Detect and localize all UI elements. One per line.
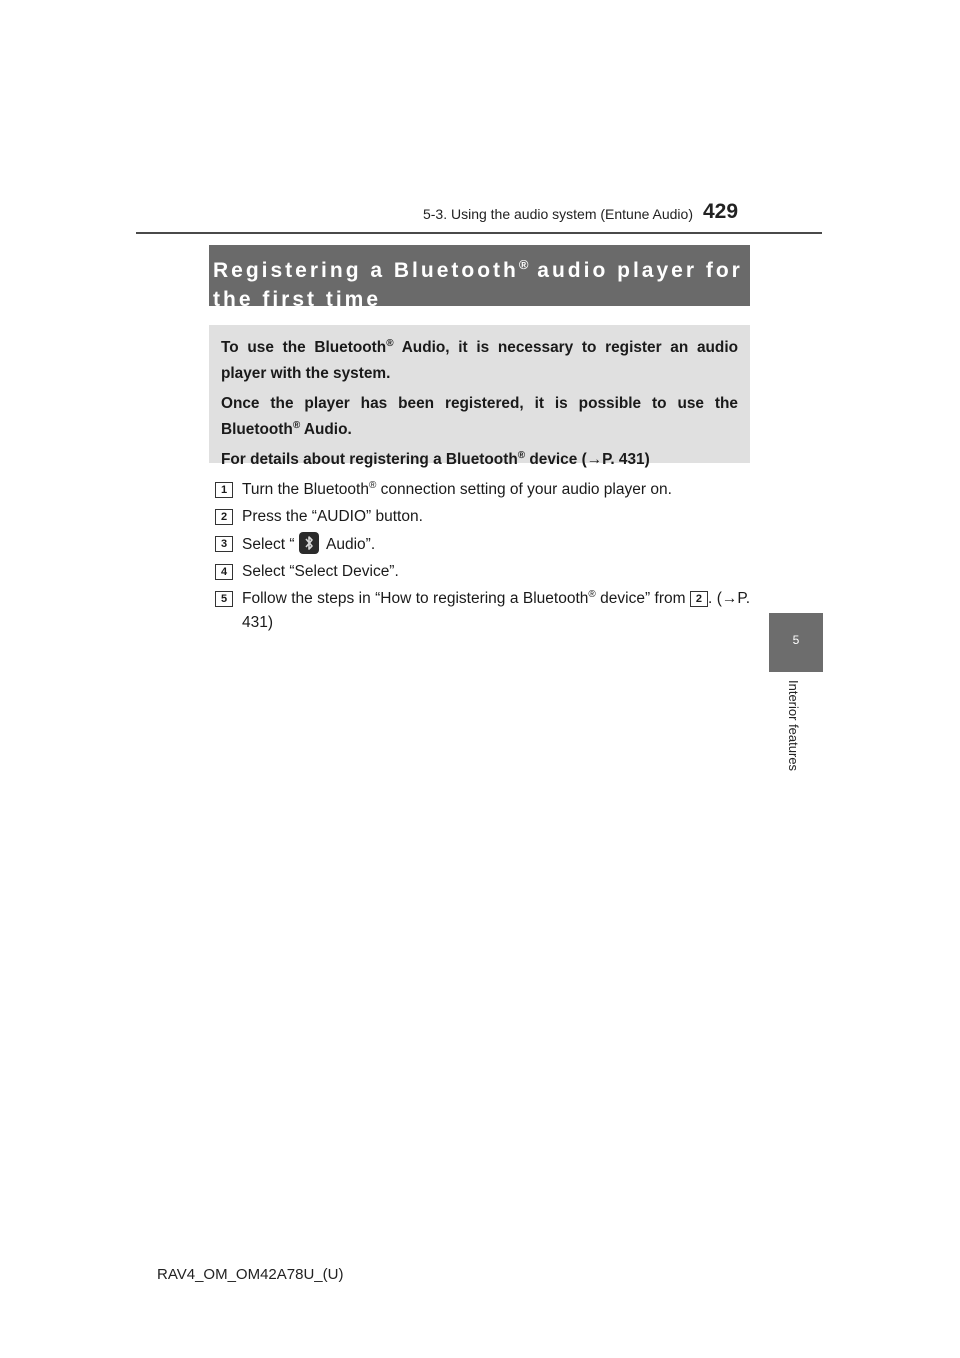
title-part1: Registering a Bluetooth bbox=[213, 259, 519, 282]
page-reference: . (→P. 431) bbox=[242, 590, 751, 631]
info-text: Audio, it is necessary to register an audio player with the system. bbox=[221, 339, 738, 382]
step-text-part: Audio”. bbox=[322, 536, 376, 553]
info-text: Audio. bbox=[300, 421, 352, 438]
document-code: RAV4_OM_OM42A78U_(U) bbox=[157, 1266, 344, 1283]
step-number: 4 bbox=[215, 564, 233, 580]
step-text-part: Turn the Bluetooth bbox=[242, 481, 369, 498]
info-box bbox=[209, 325, 750, 468]
step-5 bbox=[215, 587, 750, 635]
step-number: 3 bbox=[215, 536, 233, 552]
step-number: 5 bbox=[215, 591, 233, 607]
info-paragraph-3 bbox=[221, 447, 738, 473]
step-reference-number: 2 bbox=[690, 591, 708, 607]
title-registered-mark: ® bbox=[518, 257, 529, 272]
chapter-label: Interior features bbox=[786, 680, 801, 772]
info-text: Once the player has been registered, it is possible to use the Bluetooth bbox=[221, 395, 738, 438]
step-text: Press the “AUDIO” button. bbox=[242, 508, 423, 525]
step-4 bbox=[215, 560, 750, 584]
step-text bbox=[242, 478, 750, 502]
chapter-tab bbox=[769, 613, 823, 672]
registered-mark: ® bbox=[517, 449, 526, 461]
registered-mark: ® bbox=[588, 588, 596, 600]
step-text bbox=[242, 532, 750, 557]
section-title-bar bbox=[209, 245, 750, 311]
title-part2: audio player for the first time bbox=[213, 259, 743, 311]
step-3 bbox=[215, 532, 750, 557]
header-section-title: 5-3. Using the audio system (Entune Audio) bbox=[422, 206, 693, 222]
header-rule bbox=[136, 232, 822, 234]
step-number: 1 bbox=[215, 482, 233, 498]
step-1 bbox=[215, 478, 750, 502]
info-paragraph-1 bbox=[221, 335, 738, 387]
step-list bbox=[215, 478, 750, 638]
section-title bbox=[213, 250, 743, 314]
registered-mark: ® bbox=[386, 337, 394, 349]
registered-mark: ® bbox=[292, 419, 301, 431]
info-reference: device (→P. 431) bbox=[525, 451, 650, 468]
step-text-part: Select “ bbox=[242, 536, 295, 553]
info-text: For details about registering a Bluetooth bbox=[221, 451, 518, 468]
step-text-part: Follow the steps in “How to registering a Bluetooth bbox=[242, 590, 589, 607]
page-number: 429 bbox=[703, 200, 739, 223]
step-number: 2 bbox=[215, 509, 233, 525]
step-text-part: connection setting of your audio player on. bbox=[376, 481, 672, 498]
info-text: To use the Bluetooth bbox=[221, 339, 387, 356]
chapter-number: 5 bbox=[792, 633, 800, 647]
registered-mark: ® bbox=[368, 479, 377, 491]
bluetooth-icon bbox=[299, 532, 319, 554]
step-text bbox=[242, 587, 750, 635]
step-text: Select “Select Device”. bbox=[242, 563, 399, 580]
info-paragraph-2 bbox=[221, 391, 738, 443]
step-2 bbox=[215, 505, 750, 529]
step-text-part: device” from bbox=[595, 590, 690, 607]
